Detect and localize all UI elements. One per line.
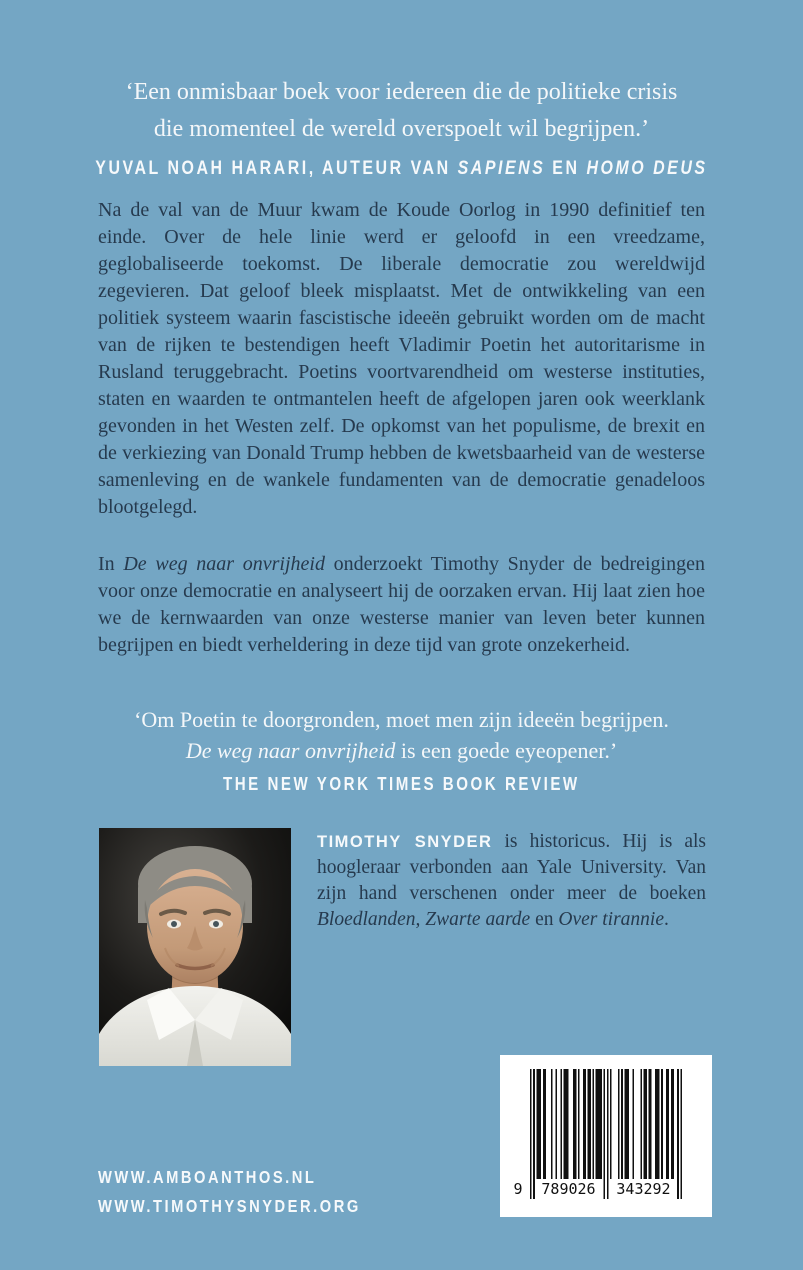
harari-quote-attribution-text: [95, 158, 707, 180]
text-segment: is een goede eyeopener.’: [395, 738, 618, 763]
text-segment: onderzoekt Timothy Snyder de bedreigingen voor onze democratie en analyseert hij de oorzaken ervan. Hij laat zien hoe we de kernwaarden van onze westerse manier van leven beter kunnen begrijpen en biedt verheldering in deze tijd van grote onzekerheid.: [98, 553, 705, 656]
author-photo: [99, 828, 291, 1066]
barcode-number: [500, 1179, 712, 1199]
nyt-quote-line-2: [0, 735, 803, 766]
nyt-quote-attribution-text: THE NEW YORK TIMES BOOK REVIEW: [223, 774, 580, 794]
text-segment: YUVAL NOAH HARARI, AUTEUR VAN: [95, 158, 458, 179]
synopsis-paragraph-2: [98, 551, 705, 659]
author-portrait-graphic: [99, 828, 291, 1066]
publisher-url: [98, 1163, 411, 1192]
text-segment: is historicus. Hij is als hoogleraar verbonden aan Yale University. Van zijn hand verschenen onder meer de boeken: [317, 831, 706, 904]
harari-quote-line-2: die momenteel de wereld overspoelt wil begrijpen.’: [153, 116, 650, 142]
text-segment: HOMO DEUS: [586, 158, 708, 179]
text-segment: Bloedlanden, Zwarte aarde: [317, 909, 531, 930]
text-segment: Na de val van de Muur kwam de Koude Oorlog in 1990 definitief ten einde. Over de hele linie werd er geloofd in een vreedzame, geglobaliseerde toekomst. De liberale democratie zou wereldwijd zegevieren. Dat geloof bleek misplaatst. Met de ontwikkeling van een politiek systeem waarin fascistische ideeën gebruikt worden om de macht van de rijken te bestendigen heeft Vladimir Poetin het autoritarisme in Rusland teruggebracht. Poetins voortvarendheid om westerse instituties, staten en waarden te ontmantelen heeft de afgelopen jaren ook weerklank gevonden in het Westen zelf. De opkomst van het populisme, de brexit en de verkiezing van Donald Trump hebben de kwetsbaarheid van de westerse samenleving en de wankele fundamenten van de democratie genadeloos blootgelegd.: [98, 199, 705, 518]
footer-urls: [98, 1163, 411, 1221]
barcode-digit-group: 9: [513, 1180, 523, 1198]
publisher-url-text: WWW.AMBOANTHOS.NL: [98, 1167, 317, 1187]
harari-quote: [0, 74, 803, 180]
barcode: [500, 1055, 712, 1217]
text-segment: EN: [545, 158, 587, 179]
author-bio: [317, 829, 706, 933]
nyt-quote-attribution: [0, 774, 803, 795]
text-segment: .: [663, 909, 669, 930]
author-url-text: WWW.TIMOTHYSNYDER.ORG: [98, 1196, 361, 1216]
text-segment: De weg naar onvrijheid: [185, 738, 396, 763]
harari-quote-line-1: ‘Een onmisbaar boek voor iedereen die de politieke crisis: [125, 79, 678, 105]
text-segment: Over tirannie: [558, 909, 664, 930]
harari-quote-attribution: [0, 158, 803, 180]
text-segment: TIMOTHY SNYDER: [317, 833, 493, 851]
nyt-quote-line-1: ‘Om Poetin te doorgronden, moet men zijn ideeën begrijpen.: [134, 707, 669, 732]
barcode-digit-group: 789026: [535, 1179, 602, 1199]
author-url: [98, 1192, 411, 1221]
text-segment: In: [98, 553, 124, 575]
nyt-quote: [0, 704, 803, 795]
synopsis-paragraph-1: [98, 197, 705, 521]
text-segment: en: [530, 909, 559, 930]
text-segment: SAPIENS: [457, 158, 546, 179]
barcode-digit-group: 343292: [610, 1179, 677, 1199]
text-segment: De weg naar onvrijheid: [123, 553, 325, 575]
